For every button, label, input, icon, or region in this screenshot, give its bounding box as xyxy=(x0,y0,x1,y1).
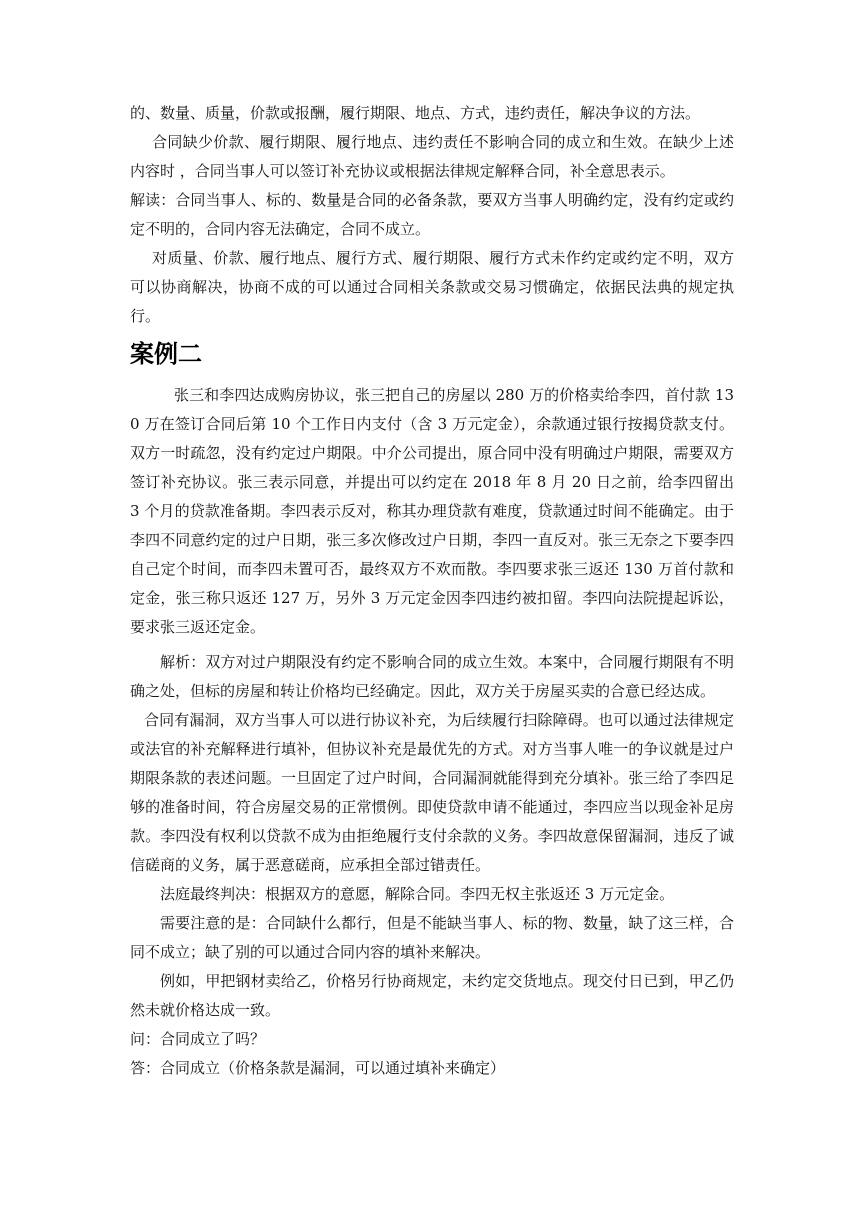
paragraph-attention-note: 需要注意的是：合同缺什么都行，但是不能缺当事人、标的物、数量，缺了这三样，合同不成立；缺了别的可以通过合同内容的填补来解决。 xyxy=(130,914,734,961)
paragraph-contract-gap: 合同有漏洞，双方当事人可以进行协议补充，为后续履行扫除障碍。也可以通过法律规定或法官的补充解释进行填补，但协议补充是最优先的方式。对方当事人唯一的争议就是过户期限条款的表述问题。一旦固定了过户时间，合同漏洞就能得到充分填补。张三给了李四足够的准备时间，符合房屋交易的正常惯例。即使贷款申请不能通过，李四应当以现金补足房款。李四没有权利以贷款不成为由拒绝履行支付余款的义务。李四故意保留漏洞，违反了诚信磋商的义务，属于恶意磋商，应承担全部过错责任。 xyxy=(130,711,734,874)
paragraph-missing-terms: 合同缺少价款、履行期限、履行地点、违约责任不影响合同的成立和生效。在缺少上述内容时 ，合同当事人可以签订补充协议或根据法律规定解释合同，补全意思表示。 xyxy=(130,133,734,180)
paragraph-interpretation: 解读：合同当事人、标的、数量是合同的必备条款，要双方当事人明确约定，没有约定或约定不明的，合同内容无法确定，合同不成立。 xyxy=(130,191,734,238)
paragraph-quality-price: 对质量、价款、履行地点、履行方式、履行期限、履行方式未作约定或约定不明，双方可以协商解决，协商不成的可以通过合同相关条款或交易习惯确定，依据民法典的规定执行。 xyxy=(130,249,734,325)
paragraph-analysis: 解析：双方对过户期限没有约定不影响合同的成立生效。本案中，合同履行期限有不明确之处，但标的房屋和转让价格均已经确定。因此，双方关于房屋买卖的合意已经达成。 xyxy=(130,653,734,700)
paragraph-contract-terms-end: 的、数量、质量，价款或报酬，履行期限、地点、方式，违约责任，解决争议的方法。 xyxy=(130,104,701,122)
paragraph-question: 问：合同成立了吗？ xyxy=(130,1030,266,1048)
paragraph-example: 例如，甲把钢材卖给乙，价格另行协商规定，未约定交货地点。现交付日已到，甲乙仍然未就价格达成一致。 xyxy=(130,972,734,1019)
section-heading-case-two: 案例二 xyxy=(130,340,202,368)
paragraph-case-facts: 张三和李四达成购房协议，张三把自己的房屋以 280 万的价格卖给李四，首付款 130 万在签订合同后第 10 个工作日内支付（含 3 万元定金），余款通过银行按揭贷款支付。双方一时疏忽，没有约定过户期限。中介公司提出，原合同中没有明确过户期限，需要双方签订补充协议。张三表示同意，并提出可以约定在 2018 年 8 月 20 日之前，给李四留出 3 个月的贷款准备期。李四表示反对，称其办理贷款有难度，贷款通过时间不能确定。由于李四不同意约定的过户日期，张三多次修改过户日期，李四一直反对。张三无奈之下要李四自己定个时间，而李四未置可否，最终双方不欢而散。李四要求张三返还 130 万首付款和定金，张三称只返还 127 万，另外 3 万元定金因李四违约被扣留。李四向法院提起诉讼，要求张三返还定金。 xyxy=(130,386,734,636)
paragraph-answer: 答：合同成立（价格条款是漏洞，可以通过填补来确定） xyxy=(130,1059,506,1077)
paragraph-court-judgment: 法庭最终判决：根据双方的意愿，解除合同。李四无权主张返还 3 万元定金。 xyxy=(160,885,675,903)
